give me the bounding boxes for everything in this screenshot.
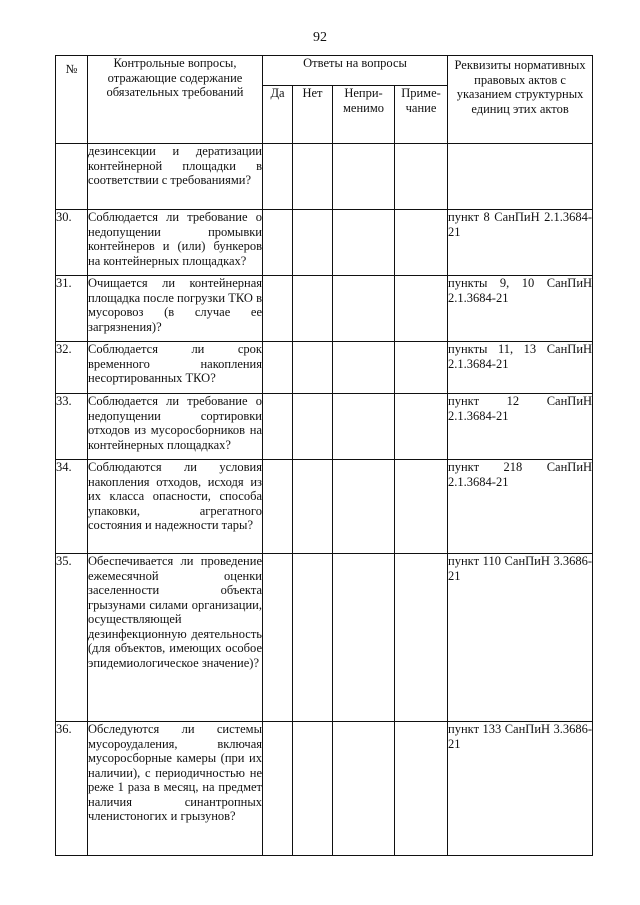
answer-yes-cell: [263, 722, 293, 856]
table-row: [56, 276, 593, 342]
row-question: Обследуются ли системы мусороудаления, включая мусоросборные камеры (при их наличии), с периодичностью не реже 1 раза в месяц, на предмет наличия синантропных членистоногих и грызунов?: [88, 722, 263, 856]
table-row: [56, 342, 593, 394]
answer-na-cell: [333, 144, 395, 210]
header-question: Контрольные вопросы, отражающие содержание обязательных требований: [88, 56, 263, 144]
answer-no-cell: [293, 276, 333, 342]
answer-yes-cell: [263, 554, 293, 722]
header-no-answer: Нет: [293, 86, 333, 144]
answer-na-cell: [333, 276, 395, 342]
answer-note-cell: [395, 210, 448, 276]
row-requisites: пункт 8 СанПиН 2.1.3684-21: [448, 210, 593, 276]
answer-note-cell: [395, 394, 448, 460]
answer-no-cell: [293, 210, 333, 276]
row-question: Соблюдается ли требование о недопущении сортировки отходов из мусоросборников на контейнерных площадках?: [88, 394, 263, 460]
answer-note-cell: [395, 276, 448, 342]
answer-yes-cell: [263, 342, 293, 394]
row-requisites: пункты 11, 13 СанПиН 2.1.3684-21: [448, 342, 593, 394]
row-number: 36.: [56, 722, 88, 856]
row-number: 30.: [56, 210, 88, 276]
row-number: [56, 144, 88, 210]
row-question: Соблюдается ли требование о недопущении промывки контейнеров и (или) бункеров на контейнерных площадках?: [88, 210, 263, 276]
row-number: 34.: [56, 460, 88, 554]
table-row: [56, 210, 593, 276]
row-question: Очищается ли контейнерная площадка после погрузки ТКО в мусоровоз (в случае ее загрязнения)?: [88, 276, 263, 342]
header-no: №: [56, 56, 88, 144]
table-row: [56, 144, 593, 210]
answer-na-cell: [333, 722, 395, 856]
answer-no-cell: [293, 394, 333, 460]
row-number: 35.: [56, 554, 88, 722]
answer-no-cell: [293, 342, 333, 394]
answer-na-cell: [333, 460, 395, 554]
row-question: Соблюдается ли срок временного накопления несортированных ТКО?: [88, 342, 263, 394]
row-requisites: пункт 12 СанПиН 2.1.3684-21: [448, 394, 593, 460]
answer-na-cell: [333, 342, 395, 394]
answer-yes-cell: [263, 460, 293, 554]
row-number: 31.: [56, 276, 88, 342]
answer-yes-cell: [263, 276, 293, 342]
answer-note-cell: [395, 342, 448, 394]
header-note: Приме-чание: [395, 86, 448, 144]
answer-no-cell: [293, 722, 333, 856]
row-number: 32.: [56, 342, 88, 394]
answer-no-cell: [293, 144, 333, 210]
table-row: [56, 722, 593, 856]
answer-note-cell: [395, 460, 448, 554]
table-row: [56, 460, 593, 554]
row-question: Соблюдаются ли условия накопления отходов, исходя из их класса опасности, способа упаковки, агрегатного состояния и надежности тары?: [88, 460, 263, 554]
row-requisites: пункт 218 СанПиН 2.1.3684-21: [448, 460, 593, 554]
header-not-applicable: Непри-менимо: [333, 86, 395, 144]
row-requisites: [448, 144, 593, 210]
table-row: [56, 554, 593, 722]
answer-yes-cell: [263, 394, 293, 460]
row-requisites: пункты 9, 10 СанПиН 2.1.3684-21: [448, 276, 593, 342]
header-yes: Да: [263, 86, 293, 144]
answer-na-cell: [333, 554, 395, 722]
page-number: 92: [313, 30, 327, 45]
row-number: 33.: [56, 394, 88, 460]
header-answers: Ответы на вопросы: [263, 56, 448, 86]
row-question: Обеспечивается ли проведение ежемесячной оценки заселенности объекта грызунами силами организации, осуществляющей дезинфекционную деятельность (для объектов, имеющих особое эпидемиологическое значение)?: [88, 554, 263, 722]
answer-yes-cell: [263, 144, 293, 210]
answer-yes-cell: [263, 210, 293, 276]
answer-na-cell: [333, 394, 395, 460]
row-requisites: пункт 110 СанПиН 3.3686-21: [448, 554, 593, 722]
row-question: дезинсекции и дератизации контейнерной площадки в соответствии с требованиями?: [88, 144, 263, 210]
checklist-table: [55, 55, 593, 856]
header-requisites: Реквизиты нормативных правовых актов с указанием структурных единиц этих актов: [448, 56, 593, 144]
answer-note-cell: [395, 144, 448, 210]
answer-no-cell: [293, 554, 333, 722]
answer-na-cell: [333, 210, 395, 276]
answer-no-cell: [293, 460, 333, 554]
answer-note-cell: [395, 554, 448, 722]
table-row: [56, 394, 593, 460]
answer-note-cell: [395, 722, 448, 856]
row-requisites: пункт 133 СанПиН 3.3686-21: [448, 722, 593, 856]
